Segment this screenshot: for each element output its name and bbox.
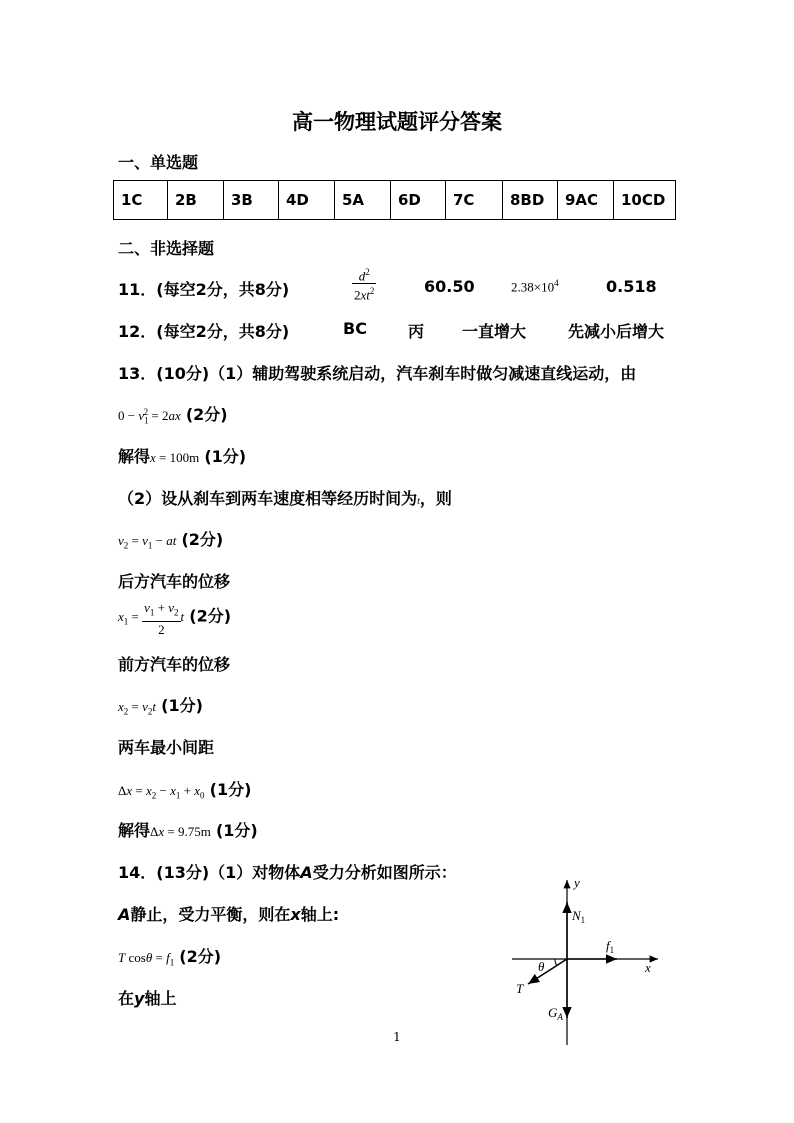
q11-answer-2: 60.50 <box>424 277 475 296</box>
answer-cell: 1C <box>114 181 168 220</box>
section-non-choice: 二、非选择题 <box>118 239 215 258</box>
q12-answer-1: BC <box>343 319 367 338</box>
n1-label: $N_1$ <box>572 908 586 925</box>
answer-cell: 6D <box>391 181 446 220</box>
answer-cell: 7C <box>446 181 503 220</box>
theta-label: θ <box>538 959 545 974</box>
q13-front-label: 前方汽车的位移 <box>118 655 231 674</box>
q13-part2: （2）设从刹车到两车速度相等经历时间为t，则 <box>118 489 452 508</box>
q13-eq3: $x_1$ = $\frac{v_1 + v_2}{2}$ t (2分) <box>118 600 232 637</box>
tension-force-arrow <box>528 959 567 984</box>
page-title: 高一物理试题评分答案 <box>292 110 502 134</box>
y-axis-label: y <box>574 875 580 890</box>
ga-label: $G_A$ <box>548 1005 563 1022</box>
answer-cell: 2B <box>168 181 224 220</box>
answer-table <box>113 180 676 220</box>
q14-line3: 在y轴上 <box>118 989 177 1008</box>
answer-cell: 5A <box>335 181 391 220</box>
q13-eq4: $x_2 = v_2t$ (1分) <box>118 696 203 717</box>
q11-answer-3: $2.38\times 10^4$ <box>511 278 559 295</box>
q11-label: 11．(每空2分，共8分) <box>118 280 290 299</box>
q13-rear-label: 后方汽车的位移 <box>118 572 231 591</box>
q13-line1: 13．(10分)（1）辅助驾驶系统启动，汽车刹车时做匀减速直线运动，由 <box>118 364 637 383</box>
q11-formula: $\frac{d^2}{2xt^2}$ <box>354 267 375 303</box>
answer-cell: 10CD <box>614 181 676 220</box>
answer-cell: 4D <box>279 181 335 220</box>
q11-answer-4: 0.518 <box>606 277 657 296</box>
q12-answer-2: 丙 <box>408 322 425 341</box>
q13-gap-label: 两车最小间距 <box>118 738 215 757</box>
q14-line1: 14．(13分)（1）对物体A受力分析如图所示： <box>118 863 457 882</box>
f1-label: $f_1$ <box>606 938 615 955</box>
theta-arc <box>555 959 557 966</box>
q13-eq5: $\Delta x = x_2 - x_1 + x_0$ (1分) <box>118 780 252 801</box>
q12-answer-4: 先减小后增大 <box>568 322 665 341</box>
q14-line2: A静止，受力平衡，则在x轴上: <box>118 905 340 924</box>
t-label: T <box>516 981 524 996</box>
q13-eq1: $0 - v_1^2 = 2ax$ (2分) <box>118 405 228 426</box>
q12-answer-3: 一直增大 <box>462 322 527 341</box>
force-diagram <box>500 870 670 1050</box>
q13-eq2: $v_2 = v_1$ − at (2分) <box>118 530 224 551</box>
q14-eq1: T $\cos\theta = f_1$ (2分) <box>118 947 222 968</box>
q12-label: 12．(每空2分，共8分) <box>118 322 290 341</box>
section-single-choice: 一、单选题 <box>118 153 199 172</box>
page-number: 1 <box>393 1030 401 1044</box>
answer-cell: 8BD <box>503 181 558 220</box>
answer-cell: 3B <box>224 181 279 220</box>
x-axis-label: x <box>645 960 651 975</box>
q13-result1: 解得x = 100m (1分) <box>118 447 247 466</box>
q13-result2: 解得Δx = 9.75m (1分) <box>118 821 258 840</box>
answer-cell: 9AC <box>558 181 614 220</box>
